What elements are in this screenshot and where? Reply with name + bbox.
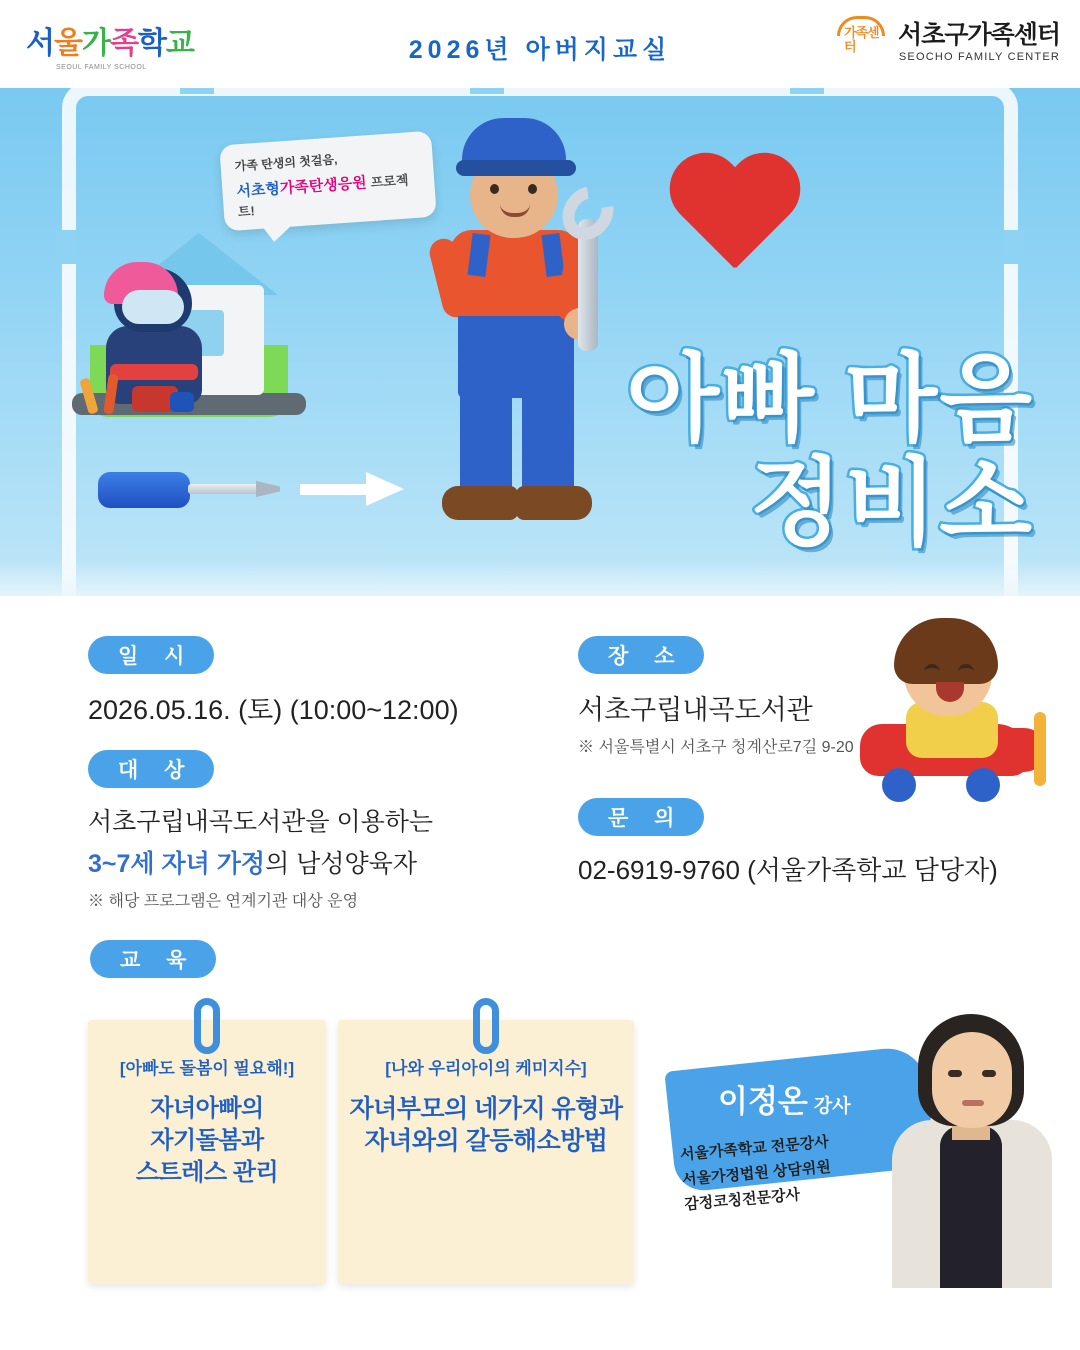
- value-target-line-1: 서초구립내곡도서관을 이용하는: [88, 808, 434, 836]
- lecturer-credential-item: 서울가정법원 상담위원: [681, 1158, 832, 1189]
- education-card-body-line: 자기돌봄과: [150, 1127, 264, 1154]
- paperclip-icon: [473, 998, 499, 1054]
- family-center-mark-text: 가족센터: [843, 25, 879, 54]
- label-place: 장 소: [578, 636, 704, 674]
- bubble-project-prefix: 서초형: [235, 180, 281, 201]
- poster-header-title-pill: [330, 24, 750, 72]
- page-title: 2026년 아버지교실: [408, 36, 672, 64]
- value-target-note: ※ 해당 프로그램은 연계기관 대상 운영: [88, 893, 359, 910]
- bubble-line-2: [236, 168, 422, 221]
- wrench-icon: [560, 185, 618, 355]
- child-on-plane-illustration: [848, 616, 1058, 806]
- education-card-body: [338, 1093, 634, 1157]
- education-card: [88, 1020, 326, 1284]
- logo-left-subtitle: SEOUL FAMILY SCHOOL: [56, 64, 147, 71]
- label-target: 대 상: [88, 750, 214, 788]
- value-target-rest: 의 남성양육자: [265, 850, 417, 878]
- value-contact: 02-6919-9760 (서울가족학교 담당자): [578, 855, 998, 885]
- value-place: 서초구립내곡도서관: [578, 695, 813, 725]
- lecturer-credential-item: 서울가족학교 전문강사: [679, 1133, 830, 1164]
- hero-section: [0, 0, 1080, 600]
- lecturer-name-text: 이정온: [718, 1084, 808, 1119]
- family-center-mark-icon: [834, 12, 888, 66]
- bubble-project-highlight: 가족탄생응원: [279, 174, 368, 198]
- center-name-en: SEOCHO FAMILY CENTER: [898, 51, 1060, 63]
- education-card-heading: [아빠도 돌봄이 필요해!]: [119, 1059, 295, 1078]
- worker-character: [404, 118, 664, 538]
- lecturer-credentials: [679, 1130, 834, 1218]
- value-target-highlight: 3~7세 자녀 가정: [88, 850, 266, 878]
- education-card-body: [88, 1093, 326, 1189]
- education-card-body-line: 스트레스 관리: [135, 1159, 279, 1186]
- education-card-heading: [나와 우리아이의 케미지수]: [385, 1059, 587, 1078]
- main-title-line-1: 아빠 마음: [626, 346, 1034, 453]
- seoul-family-school-logo: [22, 8, 192, 72]
- value-place-address: ※ 서울특별시 서초구 청계산로7길 9-20: [578, 739, 854, 756]
- paperclip-icon: [194, 998, 220, 1054]
- family-center-names: [898, 15, 1060, 63]
- label-contact: 문 의: [578, 798, 704, 836]
- frame-notch: [1004, 230, 1024, 264]
- label-education: 교 육: [90, 940, 216, 978]
- lecturer-block: [660, 1000, 1060, 1290]
- label-date: 일 시: [88, 636, 214, 674]
- seocho-family-center-logo: [834, 12, 1060, 66]
- info-section: [0, 596, 1080, 956]
- value-date: 2026.05.16. (토) (10:00~12:00): [88, 695, 459, 725]
- toolset-illustration: [80, 372, 200, 418]
- lecturer-credential-item: 감정코칭전문강사: [683, 1186, 801, 1214]
- logo-left-text: 서울가족학교: [26, 27, 194, 60]
- arrow-right-icon: [300, 472, 404, 506]
- value-target-line-2: [88, 844, 417, 880]
- hero-fade: [0, 560, 1080, 600]
- header-bar: [0, 0, 1080, 88]
- main-title-line-2: 정비소: [749, 450, 1034, 557]
- screwdriver-icon: [98, 470, 288, 510]
- lecturer-photo: [882, 1008, 1060, 1288]
- education-section: [0, 940, 1080, 1350]
- education-card-body-line: 자녀아빠의: [150, 1095, 264, 1122]
- bubble-line-1: 가족 탄생의 첫걸음,: [234, 152, 338, 174]
- bubble-project-suffix: 프로젝트!: [237, 172, 409, 220]
- education-card: [338, 1020, 634, 1284]
- lecturer-name: [718, 1076, 851, 1121]
- heart-icon: [664, 156, 804, 286]
- center-name-kr: 서초구가족센터: [897, 21, 1060, 49]
- education-card-body-line: 자녀부모의 네가지 유형과: [349, 1095, 623, 1123]
- education-card-body-line: 자녀와의 갈등해소방법: [364, 1127, 608, 1155]
- poster-main-title: [626, 348, 1034, 556]
- lecturer-role-text: 강사: [813, 1096, 851, 1117]
